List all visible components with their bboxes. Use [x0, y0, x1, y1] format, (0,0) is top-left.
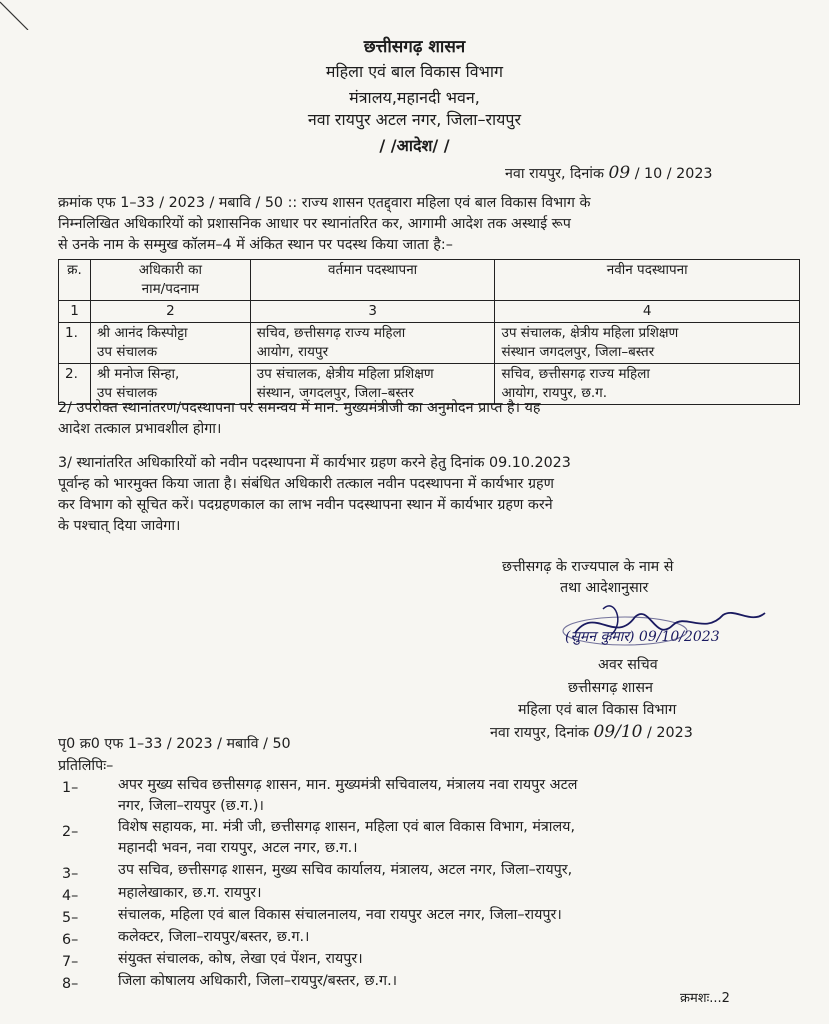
cc-item: संचालक, महिला एवं बाल विकास संचालनालय, नवा रायपुर अटल नगर, जिला–रायपुर। — [118, 907, 562, 923]
col-number: 1 — [59, 301, 91, 323]
header-new-posting: नवीन पदस्थापना — [495, 260, 800, 301]
intro-line-3: से उनके नाम के सम्मुख कॉलम–4 में अंकित स्थान पर पदस्थ किया जाता है:– — [58, 237, 453, 253]
sign-govt: छत्तीसगढ़ शासन — [568, 680, 653, 696]
row-sno: 1. — [59, 323, 91, 364]
copy-label: प्रतिलिपिः– — [58, 758, 114, 774]
cc-item: कलेक्टर, जिला–रायपुर/बस्तर, छ.ग.। — [118, 929, 310, 945]
current-posting-line-2: आयोग, रायपुर — [256, 344, 329, 360]
signature-text: (सुमन कुमार) 09/10/2023 — [565, 629, 720, 645]
sign-date-year: / 2023 — [647, 725, 693, 741]
new-posting-line-1: सचिव, छत्तीसगढ़ राज्य महिला — [501, 366, 650, 382]
para3-line-1: 3/ स्थानांतरित अधिकारियों को नवीन पदस्थापना में कार्यभार ग्रहण करने हेतु दिनांक 09.10.2023 — [58, 455, 571, 471]
header-officer-line-2: नाम/पदनाम — [141, 281, 200, 297]
sign-date-prefix: नवा रायपुर, दिनांक — [490, 725, 589, 741]
cc-item — [118, 817, 575, 859]
cc-item: जिला कोषालय अधिकारी, जिला–रायपुर/बस्तर, छ.ग.। — [118, 973, 398, 989]
cc-item: संयुक्त संचालक, कोष, लेखा एवं पेंशन, रायपुर। — [118, 951, 363, 967]
officer-designation: उप संचालक — [96, 344, 158, 360]
page-corner-mark — [0, 0, 30, 30]
continued-marker: क्रमशः...2 — [680, 991, 730, 1006]
row-new-posting — [495, 323, 800, 364]
sign-date-handwritten: 09/10 — [593, 722, 643, 742]
officer-designation: उप संचालक — [96, 385, 158, 401]
cc-number: 7– — [62, 954, 79, 970]
cc-item-line-2: महानदी भवन, नवा रायपुर, अटल नगर, छ.ग.। — [118, 840, 358, 856]
para3-line-4: के पश्चात् दिया जावेगा। — [58, 518, 181, 534]
current-posting-line-2: संस्थान, जगदलपुर, जिला–बस्तर — [256, 385, 414, 401]
table-number-row — [59, 301, 800, 323]
cc-number: 1– — [62, 780, 79, 796]
cc-number: 5– — [62, 910, 79, 926]
cc-number: 4– — [62, 888, 79, 904]
cc-number: 6– — [62, 932, 79, 948]
intro-line-2: निम्नलिखित अधिकारियों को प्रशासनिक आधार पर स्थानांतरित कर, आगामी आदेश तक अस्थाई रूप — [58, 216, 571, 232]
row-officer — [90, 323, 250, 364]
cc-item: उप सचिव, छत्तीसगढ़ शासन, मुख्य सचिव कार्यालय, मंत्रालय, अटल नगर, जिला–रायपुर, — [118, 862, 573, 878]
sign-line-1: छत्तीसगढ़ के राज्यपाल के नाम से — [502, 559, 674, 575]
header-officer-line-1: अधिकारी का — [138, 262, 202, 278]
sign-department: महिला एवं बाल विकास विभाग — [518, 702, 677, 718]
para2-line-1: 2/ उपरोक्त स्थानांतरण/पदस्थापना पर समन्वय में मान. मुख्यमंत्रीजी का अनुमोदन प्राप्त है। यह — [58, 400, 541, 416]
header-sno: क्र. — [59, 260, 91, 301]
order-title: / /आदेश/ / — [379, 136, 450, 155]
cc-item-line-1: अपर मुख्य सचिव छत्तीसगढ़ शासन, मान. मुख्यमंत्री सचिवालय, मंत्रालय नवा रायपुर अटल — [118, 777, 578, 793]
table-header-row — [59, 260, 800, 301]
cc-number: 8– — [62, 976, 79, 992]
cc-item-line-2: नगर, जिला–रायपुर (छ.ग.)। — [118, 798, 264, 814]
table-row — [59, 323, 800, 364]
intro-line-1: क्रमांक एफ 1–33 / 2023 / मबावि / 50 :: राज्य शासन एतद्द्वारा महिला एवं बाल विकास विभाग के — [58, 195, 591, 211]
row-sno: 2. — [59, 364, 91, 405]
officer-name: श्री आनंद किस्पोट्टा — [96, 325, 188, 341]
col-number: 2 — [90, 301, 250, 323]
header-office: मंत्रालय,महानदी भवन, — [349, 88, 480, 107]
header-govt: छत्तीसगढ़ शासन — [363, 37, 466, 57]
col-number: 4 — [495, 301, 800, 323]
para3-line-3: कर विभाग को सूचित करें। पदग्रहणकाल का लाभ नवीन पदस्थापना स्थान में कार्यभार ग्रहण करने — [58, 497, 553, 513]
officer-name: श्री मनोज सिन्हा, — [96, 366, 180, 382]
row-current-posting — [250, 323, 495, 364]
handwritten-signature — [555, 595, 775, 655]
cc-item-line-1: विशेष सहायक, मा. मंत्री जी, छत्तीसगढ़ शासन, महिला एवं बाल विकास विभाग, मंत्रालय, — [118, 819, 576, 835]
new-posting-line-2: आयोग, रायपुर, छ.ग. — [501, 385, 608, 401]
new-posting-line-2: संस्थान जगदलपुर, जिला–बस्तर — [501, 344, 655, 360]
endorsement-ref: पृ0 क्र0 एफ 1–33 / 2023 / मबावि / 50 — [58, 736, 291, 752]
header-department: महिला एवं बाल विकास विभाग — [325, 62, 504, 81]
cc-number: 3– — [62, 866, 79, 882]
date-line — [505, 163, 713, 183]
row-new-posting — [495, 364, 800, 405]
header-current-posting: वर्तमान पदस्थापना — [250, 260, 495, 301]
date-prefix: नवा रायपुर, दिनांक — [505, 166, 604, 182]
date-handwritten: 09 — [608, 163, 631, 183]
current-posting-line-1: उप संचालक, क्षेत्रीय महिला प्रशिक्षण — [256, 366, 434, 382]
cc-number: 2– — [62, 824, 79, 840]
sign-designation: अवर सचिव — [598, 657, 658, 673]
transfer-table — [58, 259, 800, 405]
para3-line-2: पूर्वान्ह को भारमुक्त किया जाता है। संबंधित अधिकारी तत्काल नवीन पदस्थापना में कार्यभार ग्रहण — [58, 476, 554, 492]
cc-item — [118, 775, 577, 817]
paragraph-3 — [58, 453, 571, 537]
cc-item: महालेखाकार, छ.ग. रायपुर। — [118, 885, 262, 901]
current-posting-line-1: सचिव, छत्तीसगढ़ राज्य महिला — [256, 325, 406, 341]
sign-line-2: तथा आदेशानुसार — [560, 580, 649, 596]
col-number: 3 — [250, 301, 495, 323]
para2-line-2: आदेश तत्काल प्रभावशील होगा। — [58, 421, 222, 437]
header-officer — [90, 260, 250, 301]
sign-date — [490, 722, 693, 742]
new-posting-line-1: उप संचालक, क्षेत्रीय महिला प्रशिक्षण — [501, 325, 679, 341]
header-address: नवा रायपुर अटल नगर, जिला–रायपुर — [307, 110, 522, 129]
date-rest: / 10 / 2023 — [634, 166, 713, 182]
intro-paragraph — [58, 193, 590, 256]
paragraph-2 — [58, 398, 541, 440]
